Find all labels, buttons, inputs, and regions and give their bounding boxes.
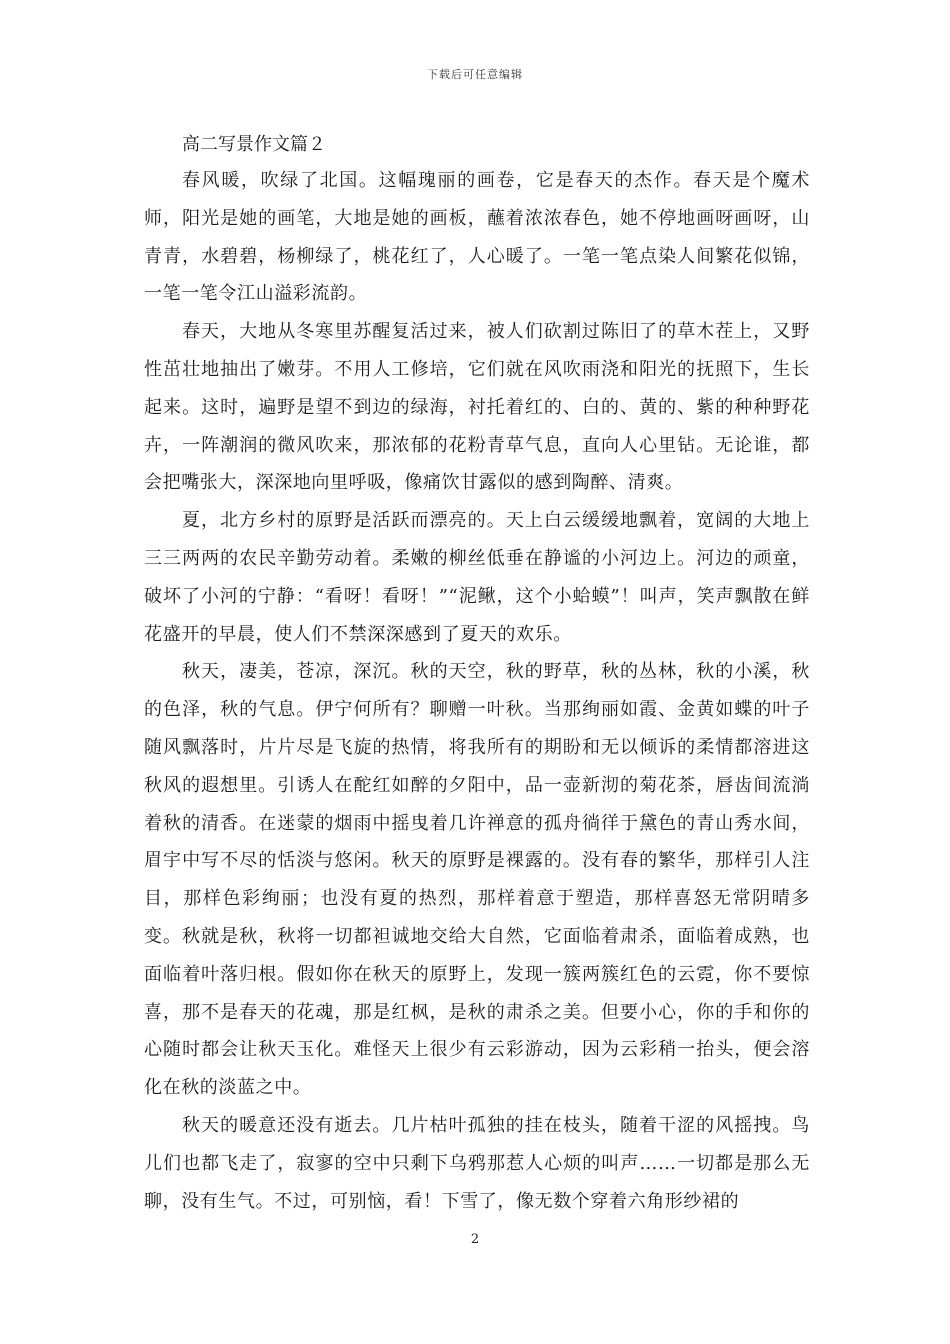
paragraph-autumn: 秋天，凄美，苍凉，深沉。秋的天空，秋的野草，秋的丛林，秋的小溪，秋的色泽，秋的气息。伊宁何所有？聊赠一叶秋。当那绚丽如霞、金黄如蝶的叶子随风飘落时，片片尽是飞旋的热情，将我所有的期盼和无以倾诉的柔情都溶进这秋风的遐想里。引诱人在酡红如醉的夕阳中，品一壶新沏的菊花茶，唇齿间流淌着秋的清香。在迷蒙的烟雨中摇曳着几许禅意的孤舟徜徉于黛色的青山秀水间，眉宇中写不尽的恬淡与悠闲。秋天的原野是裸露的。没有春的繁华，那样引人注目，那样色彩绚丽；也没有夏的热烈，那样着意于塑造，那样喜怒无常阴晴多变。秋就是秋，秋将一切都袒诚地交给大自然，它面临着肃杀，面临着成熟，也面临着叶落归根。假如你在秋天的原野上，发现一簇两簇红色的云霓，你不要惊喜，那不是春天的花魂，那是红枫，是秋的肃杀之美。但要小心，你的手和你的心随时都会让秋天玉化。难怪天上很少有云彩游动，因为云彩稍一抬头，便会溶化在秋的淡蓝之中。 (144, 661, 810, 1099)
paragraph-spring-wind: 春风暖，吹绿了北国。这幅瑰丽的画卷，它是春天的杰作。春天是个魔术师，阳光是她的画笔，大地是她的画板，蘸着浓浓春色，她不停地画呀画呀，山青青，水碧碧，杨柳绿了，桃花红了，人心暖了。一笔一笔点染人间繁花似锦，一笔一笔令江山溢彩流韵。 (144, 170, 810, 305)
header-note: 下载后可任意编辑 (427, 68, 523, 81)
document-body (144, 128, 810, 1220)
page-number: 2 (470, 1232, 480, 1247)
paragraph-summer: 夏，北方乡村的原野是活跃而漂亮的。天上白云缓缓地飘着，宽阔的大地上三三两两的农民辛勤劳动着。柔嫩的柳丝低垂在静谧的小河边上。河边的顽童，破坏了小河的宁静：“看呀！看呀！”“泥鳅，这个小蛤蟆”！叫声，笑声飘散在鲜花盛开的早晨，使人们不禁深深感到了夏天的欢乐。 (144, 510, 810, 645)
article-title: 高二写景作文篇２ (182, 134, 326, 155)
paragraph-spring-field: 春天，大地从冬寒里苏醒复活过来，被人们砍割过陈旧了的草木茬上，又野性茁壮地抽出了嫩芽。不用人工修培，它们就在风吹雨浇和阳光的抚照下，生长起来。这时，遍野是望不到边的绿海，衬托着红的、白的、黄的、紫的种种野花卉，一阵潮润的微风吹来，那浓郁的花粉青草气息，直向人心里钻。无论谁，都会把嘴张大，深深地向里呼吸，像痛饮甘露似的感到陶醉、清爽。 (144, 321, 810, 494)
paragraph-late-autumn: 秋天的暖意还没有逝去。几片枯叶孤独的挂在枝头，随着干涩的风摇拽。鸟儿们也都飞走了，寂寥的空中只剩下乌鸦那惹人心烦的叫声……一切都是那么无聊，没有生气。不过，可别恼，看！下雪了，像无数个穿着六角形纱裙的 (144, 1114, 810, 1212)
